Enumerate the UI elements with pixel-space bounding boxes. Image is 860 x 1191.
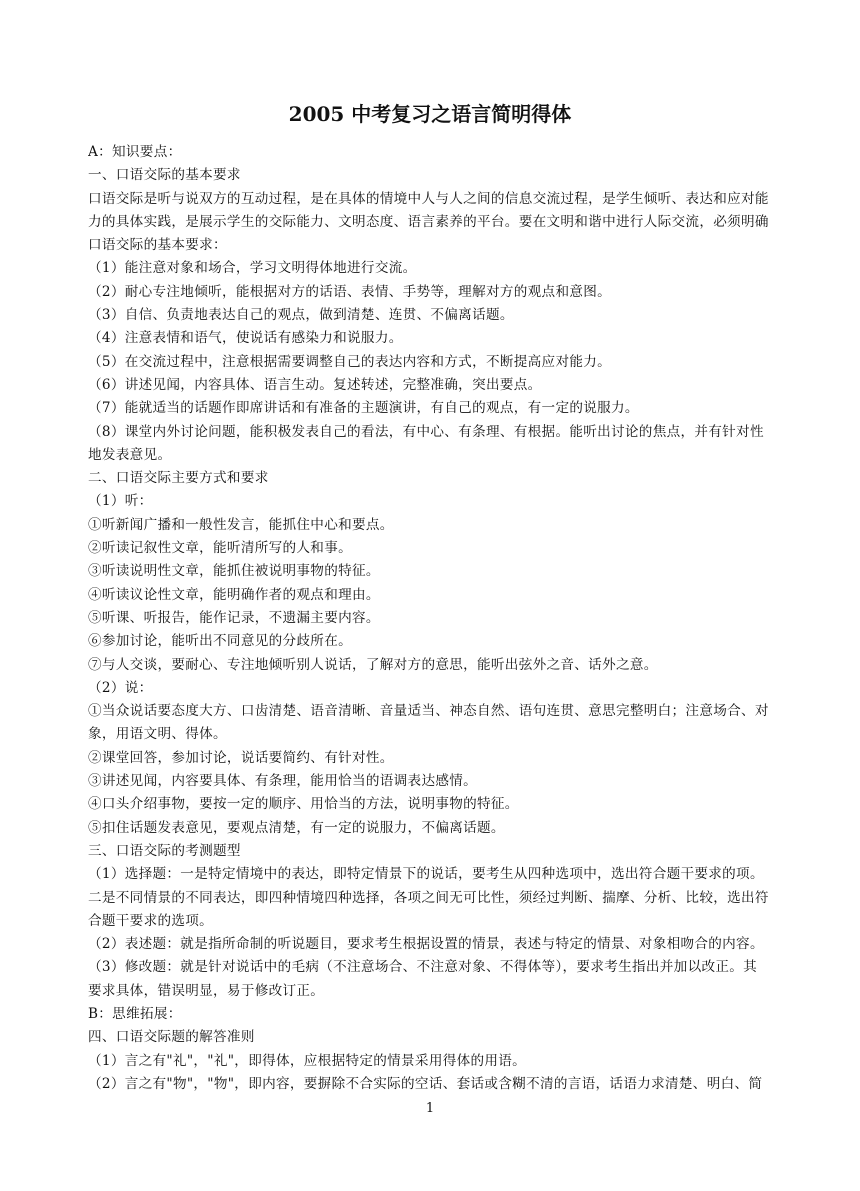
text-line: ⑤扣住话题发表意见，要观点清楚，有一定的说服力，不偏离话题。 [88,819,505,836]
page-title: 2005 中考复习之语言简明得体 [288,102,572,126]
text-line: 二是不同情景的不同表达，即四种情境四种选择，各项之间无可比性，须经过判断、揣摩、分析、比较，选出符 [88,889,769,906]
text-line: （2）说： [88,679,153,696]
text-line: （1）听： [88,493,153,510]
text-line: B：思维拓展： [88,1005,182,1022]
text-line: 力的具体实践，是展示学生的交际能力、文明态度、语言素养的平台。要在文明和谐中进行人际交流，必须明确 [88,213,769,230]
text-line: 二、口语交际主要方式和要求 [88,470,269,487]
text-line: （1）言之有"礼"，"礼"，即得体，应根据特定的情景采用得体的用语。 [88,1052,527,1069]
text-line: 合题干要求的选项。 [88,912,214,929]
text-line: （5）在交流过程中，注意根据需要调整自己的表达内容和方式，不断提高应对能力。 [88,353,612,370]
text-line: （2）耐心专注地倾听，能根据对方的话语、表情、手势等，理解对方的观点和意图。 [88,283,612,300]
text-line: 一、口语交际的基本要求 [88,167,241,184]
text-line: ③听读说明性文章，能抓住被说明事物的特征。 [88,563,380,580]
text-line: ④听读议论性文章，能明确作者的观点和理由。 [88,586,380,603]
text-line: ②课堂回答，参加讨论，说话要简约、有针对性。 [88,749,394,766]
text-line: 要求具体，错误明显，易于修改订正。 [88,982,325,999]
text-line: （1）能注意对象和场合，学习文明得体地进行交流。 [88,260,417,277]
text-line: ⑤听课、听报告，能作记录，不遗漏主要内容。 [88,609,380,626]
page-number: 1 [425,1101,435,1116]
text-line: （3）修改题：就是针对说话中的毛病（不注意场合、不注意对象、不得体等），要求考生指出并加以改正。其 [88,959,758,976]
text-line: 口语交际是听与说双方的互动过程，是在具体的情境中人与人之间的信息交流过程，是学生倾听、表达和应对能 [88,190,769,207]
text-line: （6）讲述见闻，内容具体、语言生动。复述转述，完整准确，突出要点。 [88,376,542,393]
text-line: ④口头介绍事物，要按一定的顺序、用恰当的方法，说明事物的特征。 [88,796,519,813]
text-line: 三、口语交际的考测题型 [88,842,241,859]
text-line: ⑥参加讨论，能听出不同意见的分歧所在。 [88,633,352,650]
text-line: （4）注意表情和语气，使说话有感染力和说服力。 [88,330,403,347]
text-line: （2）表述题：就是指所命制的听说题目，要求考生根据设置的情景，表述与特定的情景、对象相吻合的内容。 [88,936,764,953]
text-line: ①当众说话要态度大方、口齿清楚、语音清晰、音量适当、神态自然、语句连贯、意思完整明白；注意场合、对 [88,703,769,720]
text-line: 地发表意见。 [88,446,172,463]
text-line: 口语交际的基本要求： [88,237,227,254]
text-line: 象，用语文明、得体。 [88,726,227,743]
text-line: ①听新闻广播和一般性发言，能抓住中心和要点。 [88,516,394,533]
text-line: （1）选择题：一是特定情境中的表达，即特定情景下的说话，要考生从四种选项中，选出符合题干要求的项。 [88,866,764,883]
text-line: （8）课堂内外讨论问题，能积极发表自己的看法，有中心、有条理、有根据。能听出讨论的焦点，并有针对性 [88,423,764,440]
text-line: （3）自信、负责地表达自己的观点，做到清楚、连贯、不偏离话题。 [88,307,514,324]
text-line: 四、口语交际题的解答准则 [88,1029,255,1046]
text-line: ⑦与人交谈，要耐心、专注地倾听别人说话，了解对方的意思，能听出弦外之音、话外之意。 [88,656,658,673]
text-line: ③讲述见闻，内容要具体、有条理，能用恰当的语调表达感情。 [88,773,478,790]
text-line: A：知识要点： [88,144,182,160]
text-line: ②听读记叙性文章，能听清所写的人和事。 [88,540,352,557]
document-body [88,141,776,1096]
text-line: （2）言之有"物"，"物"，即内容，要摒除不合实际的空话、套话或含糊不清的言语，话语力求清楚、明白、简 [88,1075,763,1092]
text-line: （7）能就适当的话题作即席讲话和有准备的主题演讲，有自己的观点，有一定的说服力。 [88,400,639,417]
